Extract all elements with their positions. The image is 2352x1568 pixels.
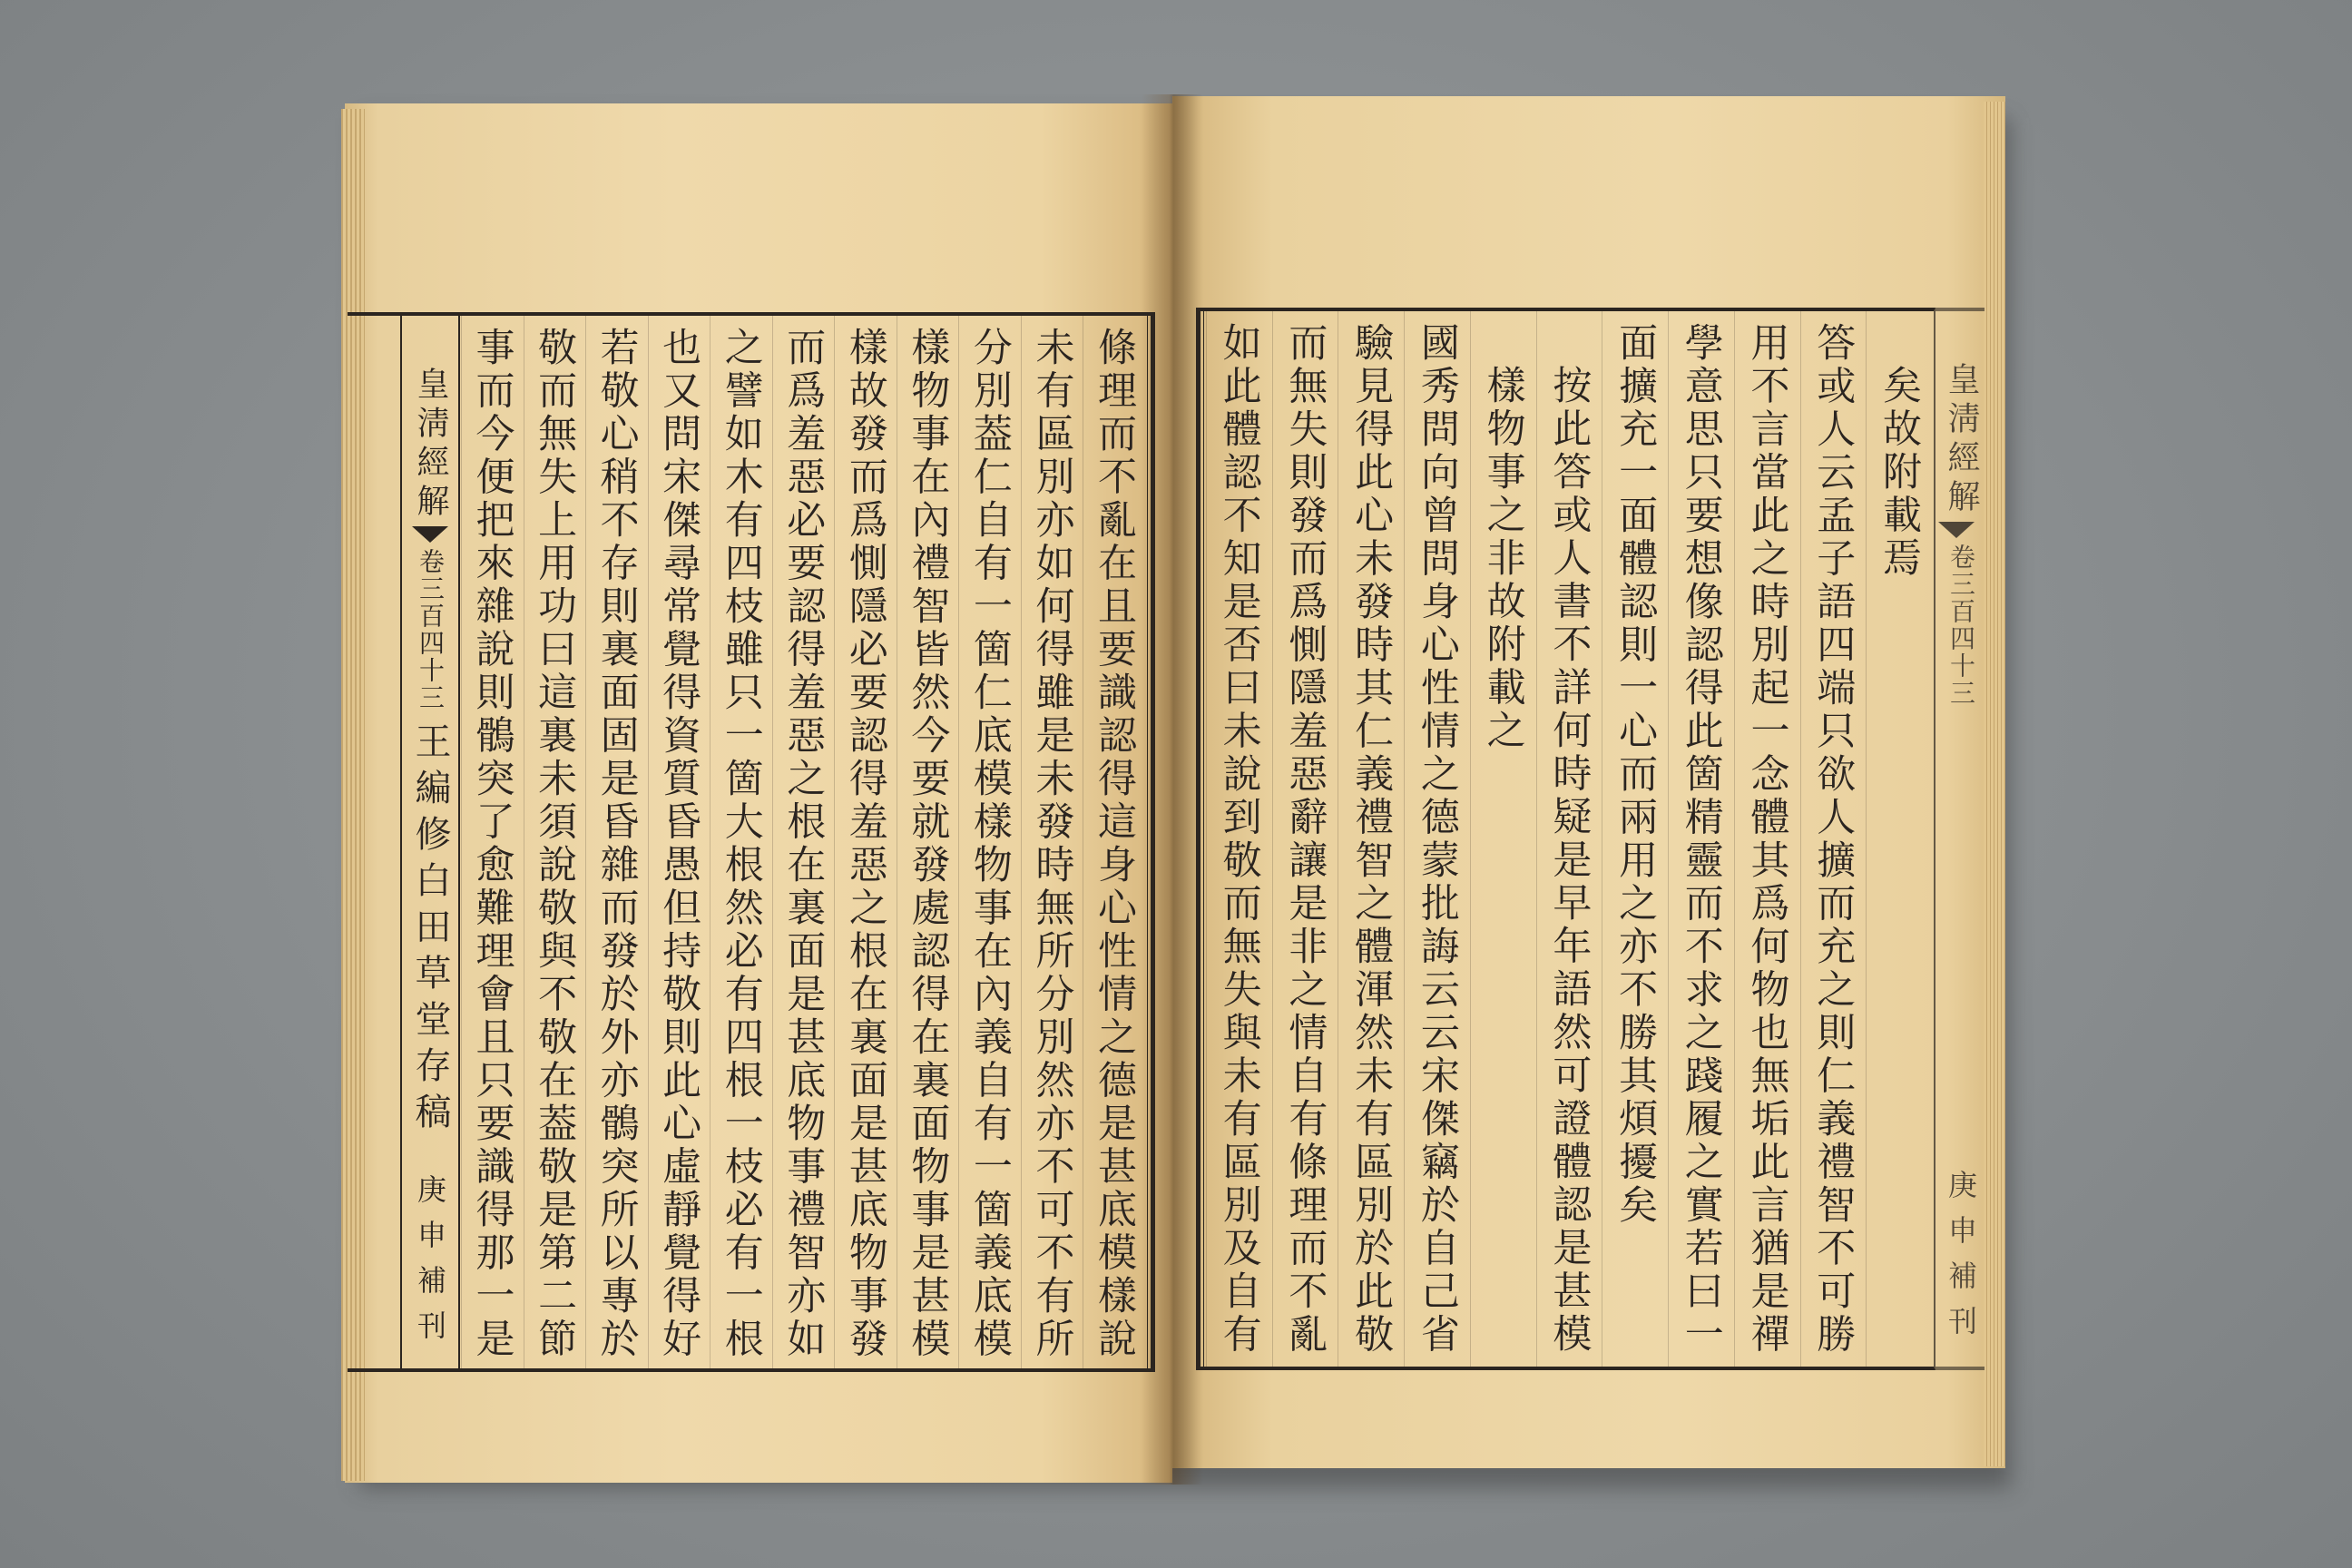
printing-note: 庚申補刊 xyxy=(413,1174,447,1356)
text-column: 而爲羞惡必要認得羞惡之根在裏面是甚底物事禮智亦如 xyxy=(772,316,835,1368)
page-stack-edge-right xyxy=(1984,102,2005,1466)
text-column: 事而今便把來雜說則鶻突了愈難理會且只要識得那一是 xyxy=(461,316,524,1368)
text-column: 未有區別亦如何得雖是未發時無所分別然亦不可不有所 xyxy=(1021,316,1083,1368)
text-column: 條理而不亂在且要識認得這身心性情之德是甚底模樣說 xyxy=(1083,316,1145,1368)
book-title: 皇淸經解 xyxy=(412,367,449,523)
text-column: 矣故附載焉 xyxy=(1866,311,1932,1367)
printing-note: 庚申補刊 xyxy=(1944,1170,1978,1351)
volume-number: 卷三百四十三 xyxy=(416,548,446,711)
text-column: 敬而無失上用功曰這裏未須說敬與不敬在葢敬是第二節 xyxy=(524,316,586,1368)
text-column: 如此體認不知是否曰未說到敬而無失與未有區別及自有 xyxy=(1206,311,1272,1367)
text-column: 用不言當此之時別起一念體其爲何物也無垢此言猶是禪 xyxy=(1734,311,1800,1367)
text-column: 樣物事之非故附載之 xyxy=(1470,311,1536,1367)
text-column: 面擴充一面體認則一心而兩用之亦不勝其煩擾矣 xyxy=(1602,311,1668,1367)
text-column: 分別葢仁自有一箇仁底模樣物事在內義自有一箇義底模 xyxy=(958,316,1021,1368)
left-page-text-area xyxy=(461,316,1145,1368)
right-page-center-column xyxy=(1936,308,1984,1370)
left-page-text-frame xyxy=(348,312,1155,1372)
fishtail-mark xyxy=(1938,522,1975,538)
fishtail-mark xyxy=(412,526,448,543)
volume-number: 卷三百四十三 xyxy=(1946,544,1976,707)
left-page-center-column xyxy=(400,316,460,1368)
text-column: 樣故發而爲惻隱必要認得羞惡之根在裏面是甚底物事發 xyxy=(834,316,897,1368)
text-column: 而無失則發而爲惻隱羞惡辭讓是非之情自有條理而不亂 xyxy=(1272,311,1338,1367)
text-column: 按此答或人書不詳何時疑是早年語然可證體認是甚模 xyxy=(1536,311,1602,1367)
text-column: 驗見得此心未發時其仁義禮智之體渾然未有區別於此敬 xyxy=(1338,311,1404,1367)
right-page-text-frame xyxy=(1196,308,1936,1370)
text-column: 答或人云孟子語四端只欲人擴而充之則仁義禮智不可勝 xyxy=(1800,311,1867,1367)
text-column: 國秀問向曾問身心性情之德蒙批誨云云宋傑竊於自己省 xyxy=(1404,311,1470,1367)
text-column: 也又問宋傑尋常覺得資質昏愚但持敬則此心虛靜覺得好 xyxy=(648,316,710,1368)
book-title: 皇淸經解 xyxy=(1943,362,1980,518)
text-column: 樣物事在內禮智皆然今要就發處認得在裏面物事是甚模 xyxy=(897,316,959,1368)
text-column: 學意思只要想像認得此箇精靈而不求之踐履之實若曰一 xyxy=(1668,311,1734,1367)
right-page-text-area xyxy=(1206,311,1932,1367)
work-title: 王編修白田草堂存稿 xyxy=(409,722,451,1139)
text-column: 若敬心稍不存則裏面固是昏雜而發於外亦鶻突所以專於 xyxy=(585,316,648,1368)
text-column: 之譬如木有四枝雖只一箇大根然必有四根一枝必有一根 xyxy=(710,316,772,1368)
